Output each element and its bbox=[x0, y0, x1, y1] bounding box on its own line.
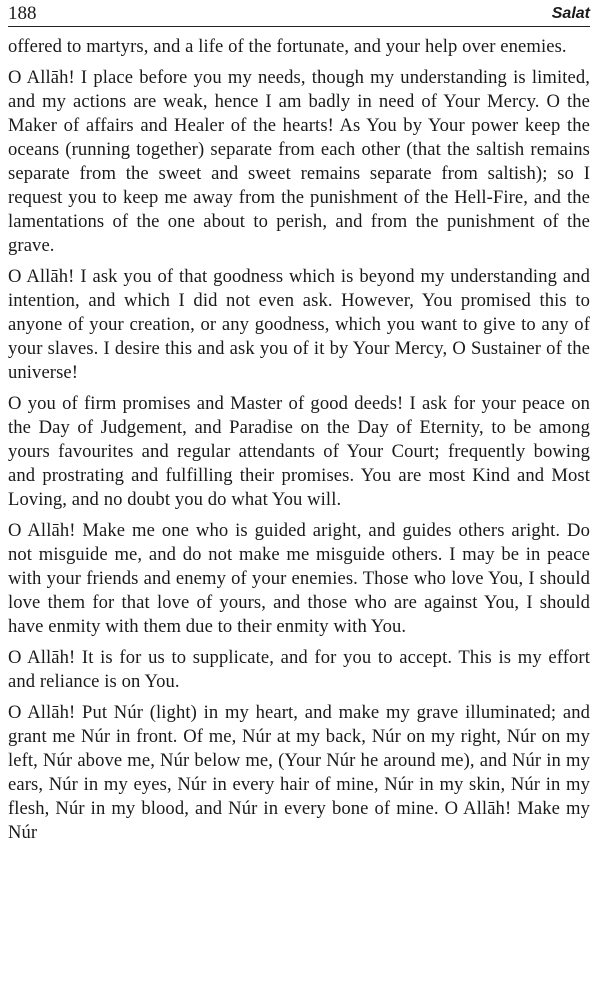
paragraph: O Allāh! Make me one who is guided aright, and guides others aright. Do not misguide me, and do not make me misguide others. I may be in peace with your friends and enemy of your enemies. Those who love You, I should love them for that love of yours, and those who are against You, I should have enmity with them due to their enmity with You. bbox=[8, 520, 590, 637]
page-number: 188 bbox=[8, 3, 37, 24]
paragraph: O Allāh! I ask you of that goodness which is beyond my understanding and intention, and which I did not even ask. However, You promised this to anyone of your creation, or any goodness, which you want to give to any of your slaves. I desire this and ask you of it by Your Mercy, O Sustainer of the universe! bbox=[8, 266, 590, 383]
paragraph: O Allāh! It is for us to supplicate, and for you to accept. This is my effort and reliance is on You. bbox=[8, 647, 590, 692]
paragraph: O Allāh! I place before you my needs, though my understanding is limited, and my actions are weak, hence I am badly in need of Your Mercy. O the Maker of affairs and Healer of the hearts! As You by Your power keep the oceans (running together) separate from each other (that the saltish remains separate from the sweet and sweet remains separate from saltish); so I request you to keep me away from the punishment of the Hell-Fire, and the lamentations of the one about to perish, and from the punishment of the grave. bbox=[8, 67, 590, 256]
paragraph: offered to martyrs, and a life of the fortunate, and your help over enemies. bbox=[8, 36, 567, 57]
page-body bbox=[8, 35, 590, 845]
paragraph: O Allāh! Put Núr (light) in my heart, and make my grave illuminated; and grant me Núr in front. Of me, Núr at my back, Núr on my right, Núr on my left, Núr above me, Núr below me, (Your Núr he around me), and Núr in my ears, Núr in my eyes, Núr in every hair of mine, Núr in my skin, Núr in my flesh, Núr in my blood, and Núr in every bone of mine. O Allāh! Make my Núr bbox=[8, 702, 590, 843]
paragraph: O you of firm promises and Master of good deeds! I ask for your peace on the Day of Judgement, and Paradise on the Day of Eternity, to be among yours favourites and regular attendants of Your Court; frequently bowing and prostrating and fulfilling their promises. You are most Kind and Most Loving, and no doubt you do what You will. bbox=[8, 393, 590, 510]
running-head: Salat bbox=[551, 5, 590, 22]
page-header bbox=[8, 0, 590, 27]
